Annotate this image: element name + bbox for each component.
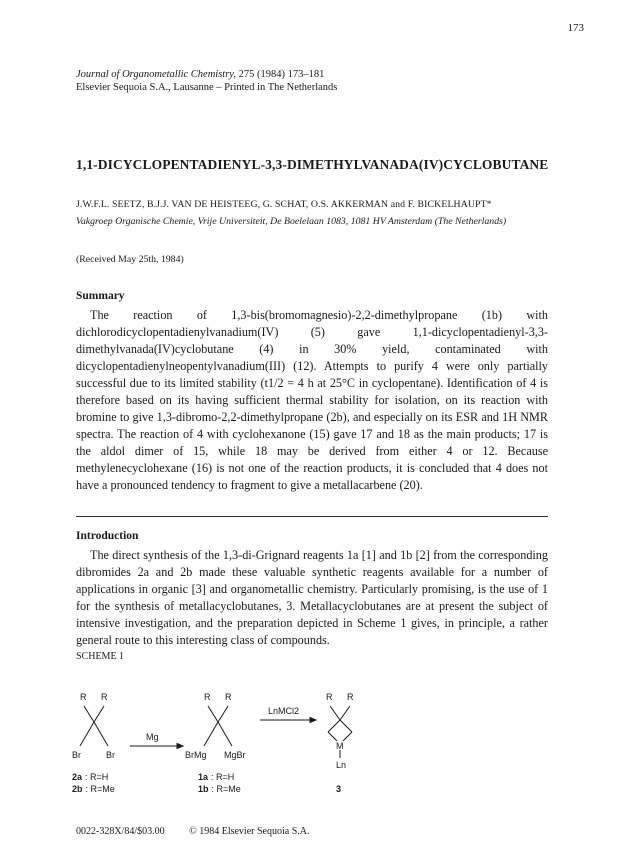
ligand-label: Ln: [336, 760, 347, 770]
substituent-r: R: [326, 692, 333, 702]
bond: [218, 722, 232, 746]
substituent-r: R: [204, 692, 211, 702]
bromine-label: Br: [72, 750, 81, 760]
mgbr-label: MgBr: [224, 750, 246, 760]
journal-citation: [76, 68, 324, 81]
compound-2b-caption: [72, 784, 115, 794]
compound-2a-caption: [72, 772, 108, 782]
bromine-label: Br: [106, 750, 115, 760]
publisher-line: Elsevier Sequoia S.A., Lausanne – Printed in The Netherlands: [76, 82, 338, 93]
bond: [328, 720, 340, 732]
compound-r: : R=Me: [211, 784, 241, 794]
journal-volume: 275 (1984) 173–181: [238, 69, 325, 80]
substituent-r: R: [80, 692, 87, 702]
reagent-lnmcl2: LnMCl2: [268, 706, 300, 716]
bond: [328, 732, 337, 741]
compound-3-caption: 3: [336, 784, 342, 794]
scheme-1-diagram: [60, 668, 400, 798]
bond: [340, 706, 350, 720]
issn-code: 0022-328X/84/$03.00: [76, 826, 165, 837]
compound-r: : R=H: [211, 772, 235, 782]
bond: [330, 706, 340, 720]
introduction-text: The direct synthesis of the 1,3-di-Grignard reagents 1a [1] and 1b [2] from the corresponding dibromides 2a and 2b made these valuable synthetic reagents available for a number of applications in organic [3] and organometallic chemistry. Particularly promising, is the use of 1 for the synthesis of metallacyclobutanes, 3. Metallacyclobutanes are at present the subject of intensive investigation, and the preparation depicted in Scheme 1 gives, in principle, a rather general route to this interesting class of compounds.: [76, 548, 548, 647]
affiliation: Vakgroep Organische Chemie, Vrije Universiteit, De Boelelaan 1083, 1081 HV Amsterdam (The Netherlands): [76, 216, 507, 227]
bond: [94, 706, 104, 722]
summary-text: The reaction of 1,3-bis(bromomagnesio)-2,2-dimethylpropane (1b) with dichlorodicyclopentadienylvanadium(IV) (5) gave 1,1-dicyclopentadienyl-3,3-dimethylvanada(IV)cyclobutane (4) in 30% yield, contaminated with dicyclopentadienylneopentylvanadium(III) (12). Attempts to purify 4 were only partially successful due to its limited stability (t1/2 = 4 h at 25°C in cyclopentane). Identification of 4 is therefore based on its having sufficient thermal stability for isolation, on its reaction with bromine to give 1,3-dibromo-2,2-dimethylpropane (2b), and especially on its ESR and 1H NMR spectra. The reaction of 4 with cyclohexanone (15) gave 17 and 18 as the main products; 17 is the aldol dimer of 15, while 18 may be derived from either 4 or 12. Because methylenecyclohexane (16) is not one of the reaction products, it is concluded that 4 does not have a pronounced tendency to fragment to give a metallacarbene (20).: [76, 308, 548, 492]
received-date: (Received May 25th, 1984): [76, 254, 184, 265]
compound-id: 2b: [72, 784, 83, 794]
metal-label: M: [336, 741, 344, 751]
authors: J.W.F.L. SEETZ, B.J.J. VAN DE HEISTEEG, G. SCHAT, O.S. AKKERMAN and F. BICKELHAUPT*: [76, 199, 492, 210]
compound-r: : R=Me: [85, 784, 115, 794]
bond: [343, 732, 352, 741]
substituent-r: R: [225, 692, 232, 702]
compound-1b-caption: [198, 784, 241, 794]
substituent-r: R: [101, 692, 108, 702]
journal-name: Journal of Organometallic Chemistry,: [76, 69, 237, 80]
summary-heading: Summary: [76, 290, 125, 302]
introduction-paragraph: [76, 547, 548, 649]
page-number: 173: [567, 22, 584, 34]
bond: [204, 722, 218, 746]
bond: [340, 720, 352, 732]
arrow-head: [310, 718, 316, 723]
introduction-heading: Introduction: [76, 530, 139, 542]
arrow-head: [177, 744, 183, 749]
footer: [76, 826, 331, 837]
scheme-label: SCHEME 1: [76, 651, 125, 662]
bond: [80, 722, 94, 746]
bond: [84, 706, 94, 722]
reagent-mg: Mg: [146, 732, 159, 742]
bond: [94, 722, 108, 746]
compound-1a-caption: [198, 772, 234, 782]
copyright: © 1984 Elsevier Sequoia S.A.: [189, 826, 310, 837]
summary-paragraph: [76, 307, 548, 494]
section-divider: [76, 516, 548, 517]
compound-r: : R=H: [85, 772, 109, 782]
bond: [208, 706, 218, 722]
bond: [218, 706, 228, 722]
substituent-r: R: [347, 692, 354, 702]
compound-id: 2a: [72, 772, 83, 782]
compound-id: 1b: [198, 784, 209, 794]
brmg-label: BrMg: [185, 750, 207, 760]
compound-id: 1a: [198, 772, 209, 782]
article-title: 1,1-DICYCLOPENTADIENYL-3,3-DIMETHYLVANADA(IV)CYCLOBUTANE: [76, 157, 549, 172]
